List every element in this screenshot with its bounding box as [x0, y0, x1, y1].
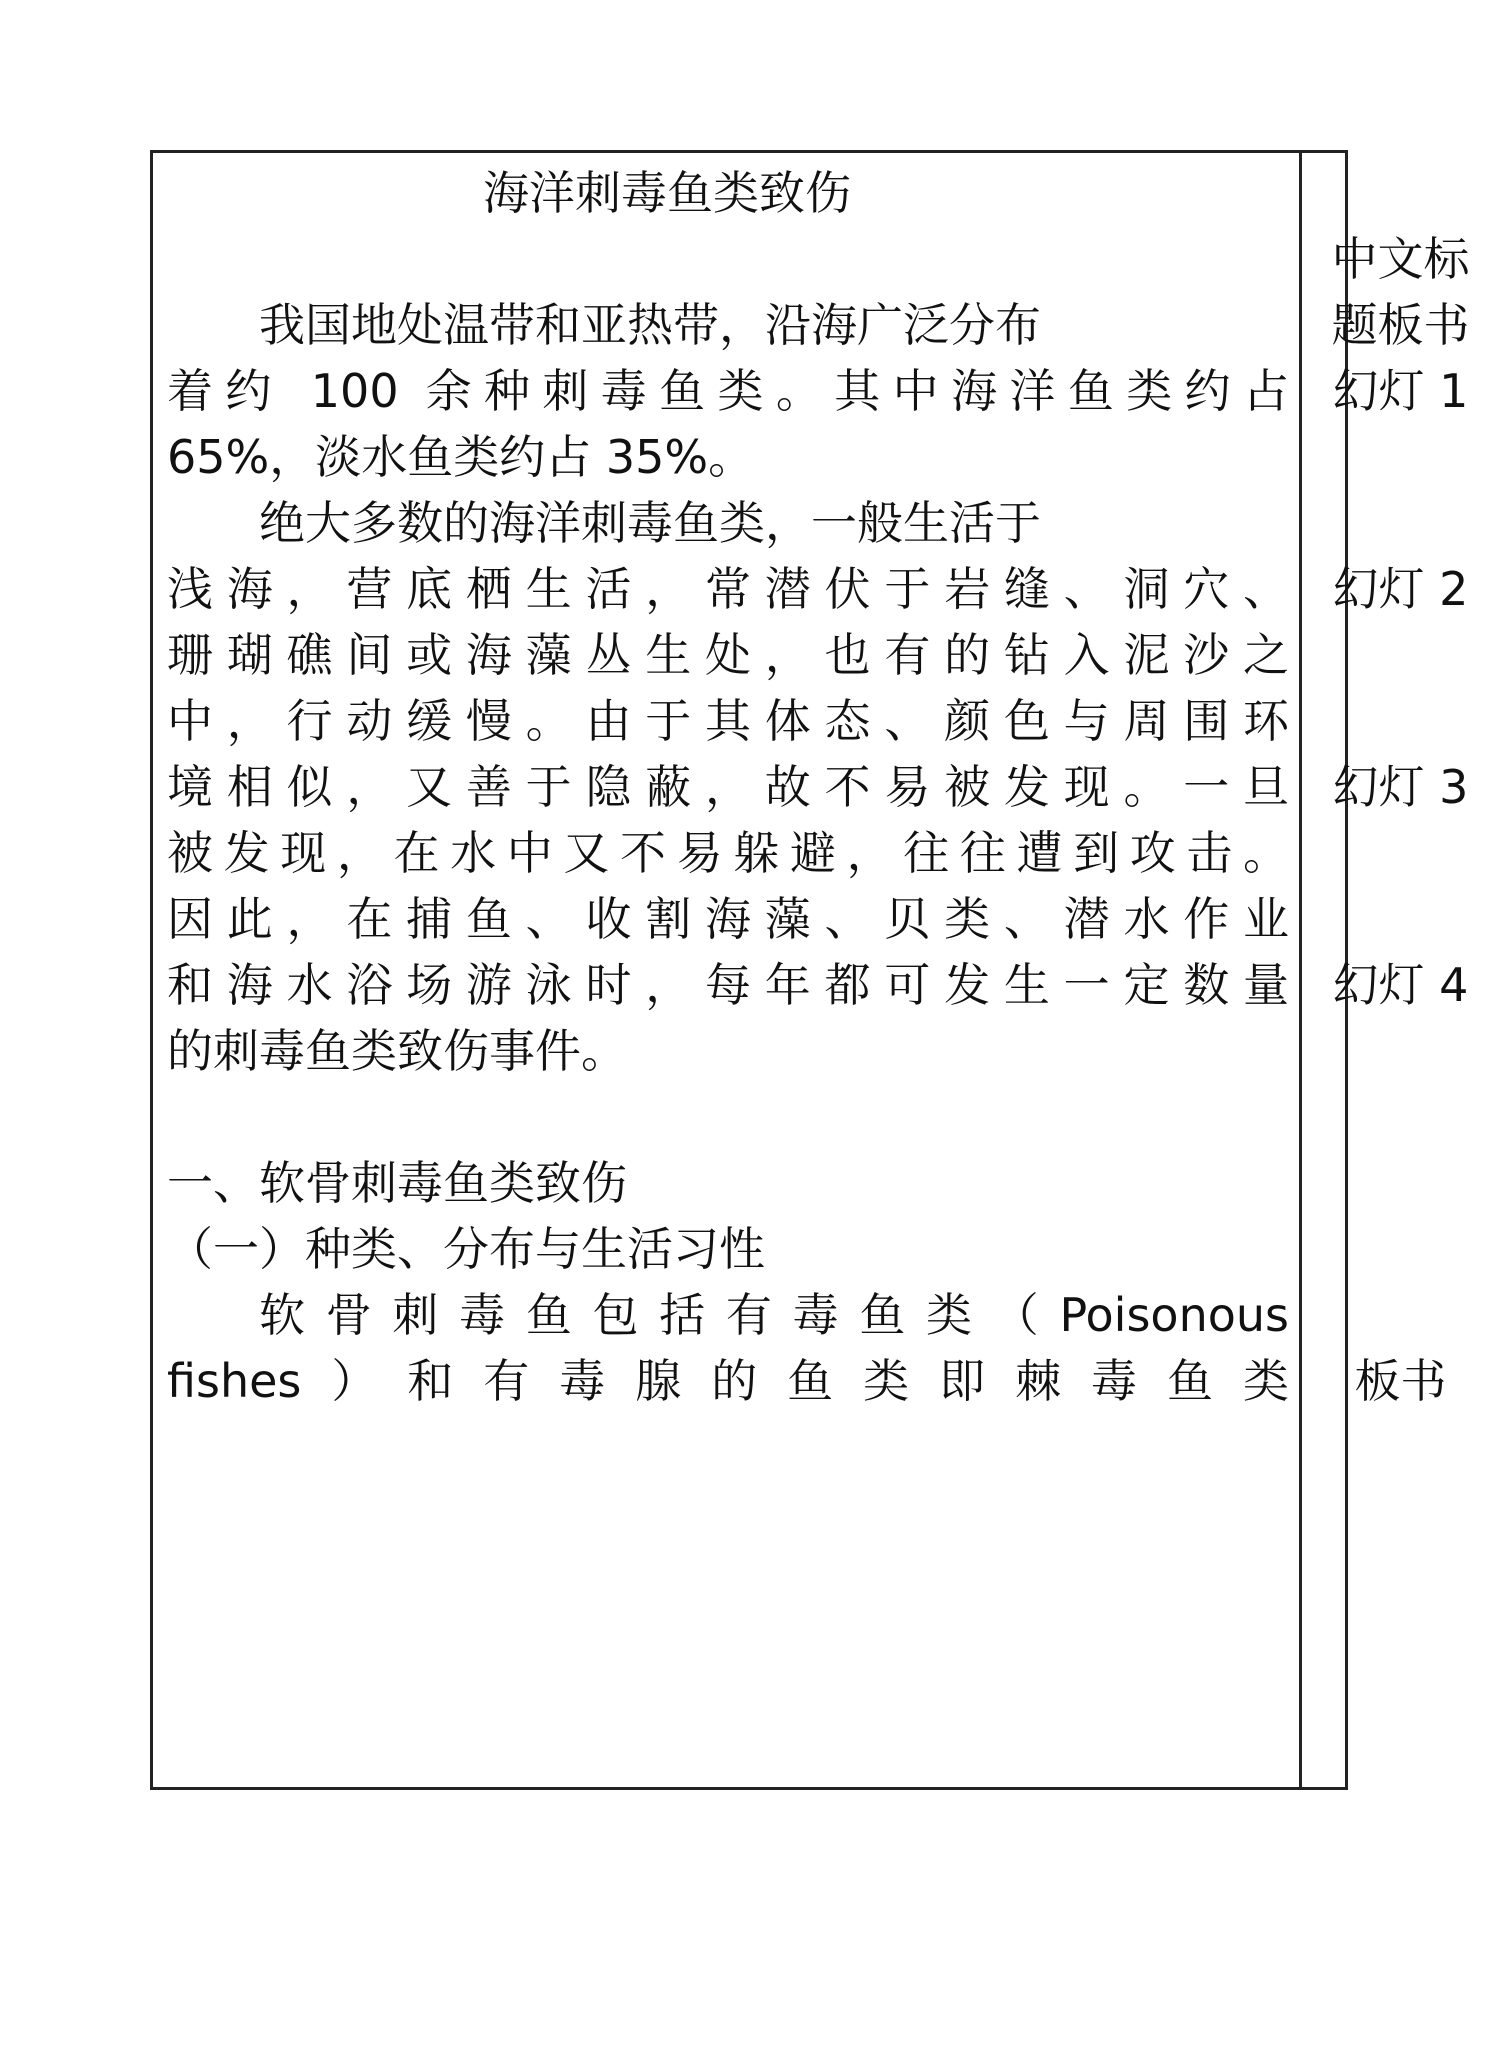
- paragraph2-line-5: 境相似，又善于隐蔽，故不易被发现。一旦: [167, 760, 1289, 814]
- paragraph3-line-2: fishes）和有毒腺的鱼类即棘毒鱼类: [167, 1354, 1289, 1408]
- side-note-board: 板书: [1354, 1354, 1447, 1408]
- side-note-slide-3: 幻灯 3: [1332, 760, 1469, 814]
- side-note-slide-2: 幻灯 2: [1332, 562, 1469, 616]
- side-note-title-2: 题板书: [1331, 298, 1470, 352]
- paragraph2-line-7: 因此，在捕鱼、收割海藻、贝类、潜水作业: [167, 892, 1289, 946]
- paragraph2-line-3: 珊瑚礁间或海藻丛生处，也有的钻入泥沙之: [167, 628, 1289, 682]
- paragraph2-line-1: 绝大多数的海洋刺毒鱼类，一般生活于: [259, 496, 1041, 550]
- side-note-title-1: 中文标: [1331, 232, 1470, 286]
- paragraph2-line-9: 的刺毒鱼类致伤事件。: [167, 1024, 627, 1078]
- paragraph2-line-4: 中，行动缓慢。由于其体态、颜色与周围环: [167, 694, 1289, 748]
- document-title: 海洋刺毒鱼类致伤: [483, 166, 851, 220]
- lesson-plan-table: [150, 150, 1470, 1790]
- paragraph1-line-1: 我国地处温带和亚热带，沿海广泛分布: [259, 298, 1041, 352]
- paragraph2-line-2: 浅海，营底栖生活，常潜伏于岩缝、洞穴、: [167, 562, 1289, 616]
- paragraph2-line-8: 和海水浴场游泳时，每年都可发生一定数量: [167, 958, 1289, 1012]
- paragraph2-line-6: 被发现，在水中又不易躲避，往往遭到攻击。: [167, 826, 1289, 880]
- subsection-heading: （一）种类、分布与生活习性: [167, 1222, 765, 1276]
- paragraph3-line-1: 软骨刺毒鱼包括有毒鱼类（Poisonous: [259, 1288, 1289, 1342]
- section-heading: 一、软骨刺毒鱼类致伤: [167, 1156, 627, 1210]
- side-note-slide-4: 幻灯 4: [1332, 958, 1469, 1012]
- paragraph1-line-3: 65%，淡水鱼类约占 35%。: [167, 430, 755, 484]
- side-note-slide-1: 幻灯 1: [1332, 364, 1469, 418]
- paragraph1-line-2: 着约 100 余种刺毒鱼类。其中海洋鱼类约占: [167, 364, 1289, 418]
